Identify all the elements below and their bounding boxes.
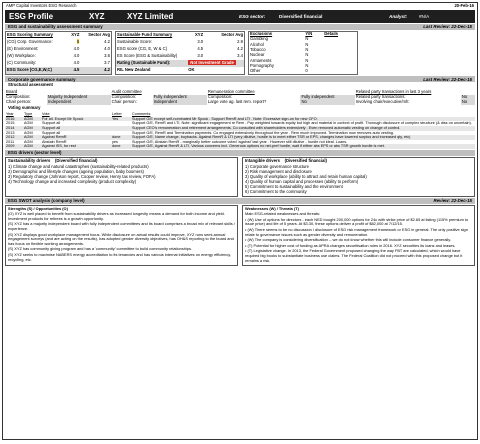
list-item: 3) Regulatory change (Johnson report, Cooper review, Henry tax review, FOFA) — [8, 173, 156, 179]
list-item: 3) Quality of workplace (ability to attract and retain human capital) — [245, 173, 367, 179]
column-header: Sector Avg — [88, 32, 110, 38]
sustainability-list — [8, 165, 235, 185]
vote-cell: 2016 — [6, 116, 15, 121]
vote-cell: Abstain RemR — [42, 139, 67, 144]
weaknesses-heading: Weaknesses (W) / Threats (T) — [245, 205, 299, 211]
list-item: • (W) There seems to be no discussion / disclosure of ESG risk management framework or ESG in general. The only positive sign relate to governance issues such as gender diversity and remuneration. — [245, 227, 468, 237]
cell: Related party transactions: — [355, 93, 406, 99]
intangible-list — [245, 165, 472, 195]
list-item: 2) Risk management and disclosure — [245, 168, 312, 174]
vote-cell: AGM — [24, 135, 33, 140]
weaknesses-column — [242, 205, 475, 267]
sector-avg: 3.7 — [104, 60, 110, 66]
score-value: 3.0 — [197, 53, 204, 59]
list-item: 4) Technology change and increased complexity (product complexity) — [8, 178, 137, 184]
exclusion-value: N — [305, 47, 309, 53]
weaknesses-list — [245, 212, 472, 263]
ril-label: RIL New Zealand — [117, 67, 151, 73]
list-item: 4) Quality of human capital and processes (ability to perform) — [245, 178, 359, 184]
score-value: 3.0 — [197, 39, 204, 45]
intangible-drivers — [242, 157, 475, 197]
exclusion-value: N — [305, 52, 309, 58]
heading-text: Sustainability drivers — [8, 157, 51, 163]
vote-cell: Yes — [112, 116, 119, 121]
cell: Independent — [47, 100, 111, 105]
audit-header: Audit committee — [111, 88, 142, 94]
vote-cell: Support G/E, RemR and Termination payments. Co engaged extensively throughout the year . Rem much improved. Termination now removes auto vesting. — [132, 130, 394, 135]
column-header: XYZ — [71, 32, 80, 38]
drivers-panel — [5, 157, 475, 197]
report-date: 20-Feb-16 — [454, 3, 474, 8]
rpt-header: Related party transactions in last 3 years — [355, 88, 432, 94]
list-item: 1) Corporate governance structure — [245, 163, 310, 169]
ril-row — [116, 67, 245, 75]
vote-cell: 2011 — [6, 139, 15, 144]
vote-cell: AGM — [24, 116, 33, 121]
vote-cell: Support G/E, Name change, buybacks. Against RemR & LTI (very dilutive, hurdle is to meet either TSR or EPS, changes have lowered surplus and increased qty, etc) — [132, 135, 411, 140]
exclusion-value: N — [305, 57, 309, 63]
section-title: ESG and sustainability assessment summary — [8, 24, 103, 30]
vote-cell: Support G/E except self-nominated Mr Spock . Support RemR and LTI . Note: Excessive sign-on for new CFO. — [132, 116, 318, 121]
exclusion-value: N — [305, 62, 309, 68]
vote-cell: For all. Except Mr Spock — [42, 116, 84, 121]
cell: Fully independent — [153, 95, 207, 100]
column-header: Vote — [42, 112, 50, 117]
cell: No — [461, 100, 475, 105]
sector-avg: 4.0 — [104, 46, 110, 52]
score-value: 5 — [77, 39, 80, 45]
row-label: (CG) Corp. Governance: — [7, 39, 53, 45]
vote-cell: AGM — [24, 121, 33, 126]
vote-cell: AGM — [24, 126, 33, 131]
table-row — [6, 46, 112, 53]
exclusion-label: Other — [250, 68, 261, 74]
vote-cell: AGM — [24, 144, 33, 149]
list-item: Main ESG-related weaknesses and threats: — [245, 211, 321, 217]
table-row — [6, 39, 112, 46]
list-item: (S) XYZ has a majority independent board with fully independent committees and its board comprises a broad mix of relevant skills / experience. — [8, 221, 235, 232]
list-item: (S) XYZ seeks to maximise NABERS energy accreditation to its tenancies and has various internal initiatives on energy efficiency, recycling, etc. — [8, 252, 232, 262]
analyst-value: #N/A — [419, 13, 430, 19]
swot-panel — [5, 205, 475, 267]
vote-cell: 2015 — [6, 121, 15, 126]
cell: Independent — [153, 100, 207, 105]
exclusion-label: Gambling — [250, 36, 268, 42]
vote-cell: done — [112, 144, 121, 149]
score-value: 4.0 — [73, 46, 80, 52]
sector-avg: 3.4 — [237, 53, 243, 59]
vote-cell: Support G/E, Against RemR & LTI. Various concerns incl. Generous options no net-pref hurdle, wait if either abs EPS or abs TSR growth hurdle is met. — [132, 144, 385, 149]
analyst-label: Analyst: — [389, 13, 408, 19]
sector-avg: 2.9 — [237, 39, 243, 45]
cell: No — [300, 100, 354, 105]
table-row — [6, 60, 112, 67]
row-label: (E) Environment: — [7, 46, 39, 52]
vote-cell: yes — [112, 139, 118, 144]
voting-table — [5, 112, 475, 149]
sector-label: ESG sector: — [239, 13, 266, 19]
exclusions-table — [248, 31, 358, 75]
row-label: (W) Workplace: — [7, 53, 36, 59]
list-item: 2) Demographic and lifestyle changes (ageing population, baby boomers) — [8, 168, 144, 174]
cell: No — [461, 95, 475, 100]
exclusion-label: Alcohol — [250, 41, 264, 47]
vote-cell: Against ISS, for rest — [42, 144, 76, 149]
column-header: Details — [324, 31, 338, 37]
list-item: • (T) Legislative change. In 2013, the Federal Government proposed changing the way FBT are calculated, which would have required big books to substantiate business use claims. The Federal Coalition did not proceed with this proposed change but it remains a risk. — [245, 248, 463, 263]
exclusion-value: N — [305, 36, 309, 42]
source-text: AMP Capital Investors ESG Research — [6, 3, 77, 8]
cell: Composition: — [111, 93, 137, 99]
section-swot — [5, 198, 475, 204]
list-item: 1) Climate change and natural catastrophes (sustainability-related products) — [8, 163, 149, 169]
vote-cell: Support G/E, RemR and LTI. Note: significant engagement re Rem . Pay weighted towards equity but high and material in context of profit. Thorough disclosure of complex structure (& diss on uncertain). — [132, 121, 472, 126]
row-label: ESG score (CG, E, W & C) — [117, 46, 168, 52]
column-header: Comments — [132, 112, 151, 117]
column-header: Sector Avg — [221, 32, 243, 38]
cell: Composition: — [6, 93, 31, 99]
esg-profile-page — [2, 2, 478, 440]
board-header: Board — [6, 88, 18, 94]
sector-avg: 4.2 — [104, 39, 110, 45]
list-item: 5) Commitment to sustainability and the environment — [245, 183, 343, 189]
column-header: XYZ — [194, 32, 204, 38]
score-value: 4.5 — [73, 67, 80, 73]
vote-cell: AGM — [24, 130, 33, 135]
ril-value: OK — [188, 67, 195, 73]
exclusion-label: Nuclear — [250, 52, 265, 58]
profile-header — [5, 10, 475, 23]
vote-cell: Support G/E; Abstain RemR - marginally better outcome voted 'against' last year . However still dilutive - hurdle not ideal. Loans. — [132, 139, 348, 144]
table-row — [5, 144, 475, 149]
sustainability-drivers — [5, 157, 238, 197]
cell: Involving chair/executive/mh: — [355, 99, 410, 105]
vote-cell: Support CEO's remuneration and retirement arrangements. Co consulted with shareholders extensively . Even removed automatic vesting on change of control. — [132, 126, 401, 131]
strengths-column — [5, 205, 238, 267]
rem-header: Remuneration committee — [207, 88, 255, 94]
strengths-heading: Strengths (S) / Opportunities (O) — [8, 205, 68, 211]
table-row — [249, 69, 358, 75]
column-header: Sustainable Fund Summary — [117, 32, 173, 38]
vote-cell: Support all — [42, 126, 61, 131]
exclusion-label: Pornography — [250, 62, 274, 68]
row-label: (C) Community: — [7, 60, 37, 66]
section-title: Corporate governance summary — [8, 76, 76, 82]
score-value: 4.5 — [197, 46, 204, 52]
heading-text: Intangible drivers — [245, 157, 280, 163]
sector-avg: 4.2 — [237, 46, 243, 52]
sector-avg: 3.6 — [104, 53, 110, 59]
column-header: Type — [24, 112, 33, 117]
structural-table — [5, 89, 475, 105]
company-name: XYZ Limited — [127, 11, 174, 21]
cell: Composition: — [207, 93, 233, 99]
column-header: Year — [6, 112, 14, 117]
voting-title: Voting summary — [8, 105, 41, 111]
cell: Majority Independent — [47, 95, 111, 100]
top-line — [3, 3, 477, 10]
structural-title: Structural assessment — [8, 82, 53, 88]
cell: Fully independent — [300, 95, 354, 100]
heading-sector: (Diversified financial) — [55, 157, 98, 163]
list-item: (S) XYZ has community giving program and has a 'community' committee to build community relationships. — [8, 246, 192, 252]
rating-badge: Not Investment Grade — [190, 60, 234, 66]
section-title: ESG SWOT analysis (company level) — [8, 198, 85, 203]
list-item: (S) XYZ displays good workplace management focus. While disclosure on actual results could improve, XYZ runs semi-annual engagement surveys (and are acting on the results), has adopted gender diversity objectives, has OH&S reporting to the board and has focus on flexible working arrangements. — [8, 231, 234, 246]
vote-cell: Support all — [42, 121, 61, 126]
last-review: Last Review: 22-Dec-15 — [423, 24, 472, 30]
vote-cell: 2014 — [6, 126, 15, 131]
section-title: ESG drivers (sector level) — [8, 150, 62, 156]
table-row — [116, 46, 245, 53]
sector-value: Diversified financial — [279, 13, 323, 19]
score-value: 4.0 — [73, 53, 80, 59]
vote-cell: Against RemR — [42, 135, 67, 140]
list-item: 6) Commitment to the community — [245, 188, 307, 194]
strengths-list — [8, 212, 235, 262]
exclusion-label: Armaments — [250, 57, 272, 63]
row-label: Sustainable Score: — [117, 39, 153, 45]
table-row — [116, 53, 245, 60]
company-code: XYZ — [89, 11, 105, 21]
vote-cell: 2013 — [6, 130, 15, 135]
row-label: ES Score (ESG & Sustainability) — [117, 53, 178, 59]
total-row — [6, 67, 112, 75]
cell: Large vote ag. last rem. report? — [207, 99, 267, 105]
vote-cell: AGM — [24, 139, 33, 144]
score-value: 4.0 — [73, 60, 80, 66]
column-header: Exclusions — [250, 31, 273, 37]
column-header: ESG Scoring Summary — [7, 32, 53, 38]
cell: Chair person: — [6, 99, 32, 105]
list-item: • (W) Use of options for directors - each NED bought 200,000 options for 24c with strike price of $2.65 at listing (115% premium to issue price) and life of 5 years. At $3.30, these options deliver a profit of $82,000 at 7/12/15. — [245, 216, 469, 227]
list-item: • (T) Potential for higher cost of funding as APRA changes securitisation rules in 2016. XYZ securities its loans and leases. — [245, 242, 456, 248]
exclusion-value: N — [305, 41, 309, 47]
table-row — [6, 53, 112, 60]
table-row — [116, 39, 245, 46]
vote-cell: Support all — [42, 130, 61, 135]
row-label: ESG Score (CG,E,W,C) — [7, 67, 52, 73]
summary-boxes — [5, 30, 475, 75]
list-item: • (W) The company is considering diversification -- we do not know whether this will include consumer finance generally. — [245, 237, 451, 243]
cell: Chair person: — [111, 99, 137, 105]
rating-label: Rating (Sustainable Fund): — [117, 60, 171, 66]
list-item: (O) XYZ is well placed to benefit from sustainability drivers as increased longevity means a demand for both income and yield. Investment products for retirees is a growth opportunity. — [8, 211, 225, 221]
exclusion-label: Tobacco — [250, 47, 266, 53]
vote-cell: 2009 — [6, 144, 15, 149]
column-header: Y/N — [305, 31, 313, 37]
heading-sector: (Diversified financial) — [284, 157, 327, 163]
sector-avg: 4.2 — [104, 67, 110, 73]
last-review: Last Review: 22-Dec-15 — [423, 76, 472, 82]
column-header: Letter — [112, 112, 122, 117]
review-date: Review: 22-Dec-15 — [433, 198, 472, 203]
exclusion-value: 0 — [305, 68, 308, 74]
sustainable-fund-table — [115, 31, 245, 75]
esg-scoring-table — [5, 31, 112, 75]
vote-cell: done — [112, 135, 121, 140]
profile-title: ESG Profile — [9, 11, 54, 21]
section-esg-drivers — [5, 150, 475, 156]
vote-cell: 2012 — [6, 135, 15, 140]
rating-row — [116, 60, 245, 67]
